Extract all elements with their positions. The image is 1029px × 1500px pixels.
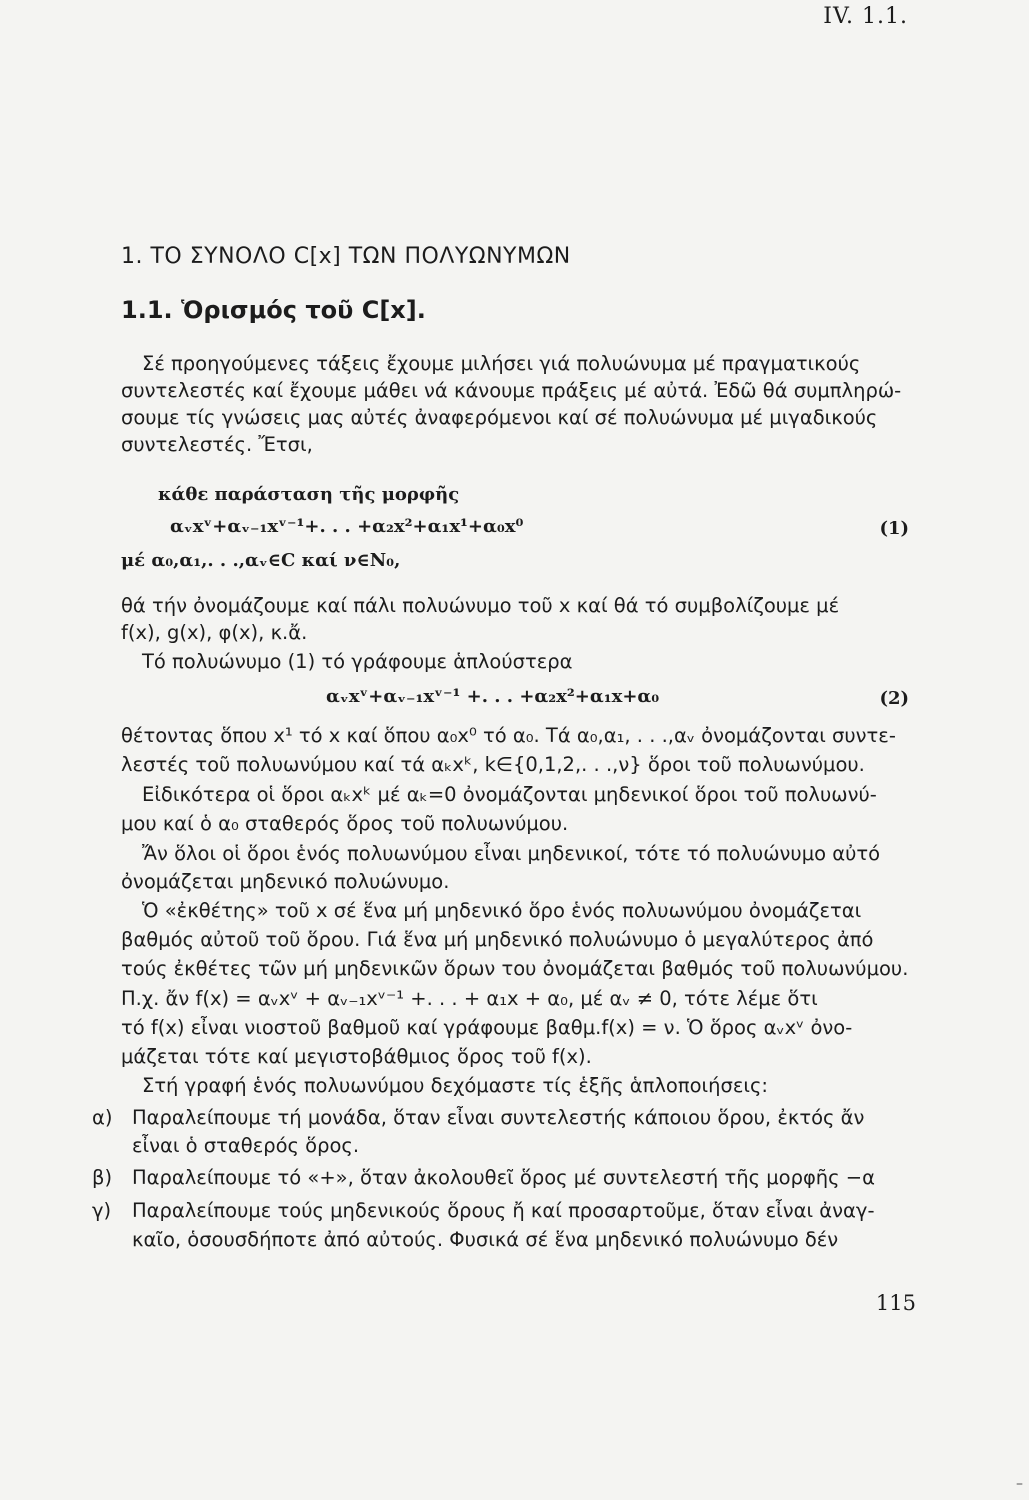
para4-line-6: ὀνομάζεται μηδενικό πολυώνυμο. bbox=[121, 870, 450, 893]
item-c-line-1: Παραλείπουμε τούς μηδενικούς ὅρους ἤ καί προσαρτοῦμε, ὅταν εἶναι ἀναγ- bbox=[132, 1199, 875, 1222]
item-c-line-2: καῖο, ὁσουσδήποτε ἀπό αὐτούς. Φυσικά σέ ἕνα μηδενικό πολυώνυμο δέν bbox=[132, 1228, 839, 1251]
corner-mark: – bbox=[1016, 1476, 1023, 1492]
para1-line-1: Σέ προηγούμενες τάξεις ἔχουμε μιλήσει γιά πολυώνυμα μέ πραγματικούς bbox=[142, 352, 861, 375]
equation-1-condition: μέ α₀,α₁,. . .,αᵥ∈C καί ν∈N₀, bbox=[121, 550, 401, 571]
para1-line-4: συντελεστές. Ἔτσι, bbox=[121, 433, 313, 456]
para1-line-2: συντελεστές καί ἔχουμε μάθει νά κάνουμε πράξεις μέ αὐτά. Ἐδῶ θά συμπληρώ- bbox=[121, 379, 902, 402]
para3: Τό πολυώνυμο (1) τό γράφουμε ἁπλούστερα bbox=[142, 650, 573, 673]
item-b-label: β) bbox=[92, 1166, 113, 1189]
para4-line-13: Στή γραφή ἑνός πολυωνύμου δεχόμαστε τίς ἑξῆς ἁπλοποιήσεις: bbox=[142, 1074, 768, 1097]
para4-line-1: θέτοντας ὅπου x¹ τό x καί ὅπου α₀x⁰ τό α₀. Τά α₀,α₁, . . .,αᵥ ὀνομάζονται συντε- bbox=[121, 724, 896, 747]
equation-2: αᵥxᵛ+αᵥ₋₁xᵛ⁻¹ +. . . +α₂x²+α₁x+α₀ bbox=[326, 686, 660, 707]
para4-line-7: Ὁ «ἐκθέτης» τοῦ x σέ ἕνα μή μηδενικό ὅρο ἑνός πολυωνύμου ὀνομάζεται bbox=[142, 899, 862, 922]
para2-line-1: θά τήν ὀνομάζουμε καί πάλι πολυώνυμο τοῦ x καί θά τό συμβολίζουμε μέ bbox=[121, 594, 840, 617]
para4-line-10: Π.χ. ἄν f(x) = αᵥxᵛ + αᵥ₋₁xᵛ⁻¹ +. . . + α₁x + α₀, μέ αᵥ ≠ 0, τότε λέμε ὅτι bbox=[121, 987, 818, 1010]
item-a-label: α) bbox=[92, 1106, 113, 1129]
para4-line-3: Εἰδικότερα οἱ ὅροι αₖxᵏ μέ αₖ=0 ὀνομάζονται μηδενικοί ὅροι τοῦ πολυωνύ- bbox=[142, 783, 877, 806]
item-a-line-2: εἶναι ὁ σταθερός ὅρος. bbox=[132, 1134, 360, 1157]
para4-line-12: μάζεται τότε καί μεγιστοβάθμιος ὅρος τοῦ f(x). bbox=[121, 1045, 592, 1068]
para4-line-5: Ἄν ὅλοι οἱ ὅροι ἑνός πολυωνύμου εἶναι μηδενικοί, τότε τό πολυώνυμο αὐτό bbox=[142, 842, 881, 865]
subsection-title: 1.1. Ὁρισμός τοῦ C[x]. bbox=[121, 296, 426, 324]
section-title: 1. ΤΟ ΣΥΝΟΛΟ C[x] ΤΩΝ ΠΟΛΥΩΝΥΜΩΝ bbox=[121, 244, 571, 269]
page-number: 115 bbox=[875, 1291, 916, 1315]
para1-line-3: σουμε τίς γνώσεις μας αὐτές ἀναφερόμενοι καί σέ πολυώνυμα μέ μιγαδικούς bbox=[121, 406, 878, 429]
running-head: IV. 1.1. bbox=[823, 4, 908, 29]
para2-line-2: f(x), g(x), φ(x), κ.ἄ. bbox=[121, 621, 308, 644]
para4-line-2: λεστές τοῦ πολυωνύμου καί τά αₖxᵏ, k∈{0,1,2,. . .,ν} ὅροι τοῦ πολυωνύμου. bbox=[121, 753, 865, 776]
item-a-line-1: Παραλείπουμε τή μονάδα, ὅταν εἶναι συντελεστής κάποιου ὅρου, ἐκτός ἄν bbox=[132, 1106, 865, 1129]
equation-1-number: (1) bbox=[879, 518, 909, 539]
para4-line-4: μου καί ὁ α₀ σταθερός ὅρος τοῦ πολυωνύμου. bbox=[121, 812, 569, 835]
para4-line-9: τούς ἐκθέτες τῶν μή μηδενικῶν ὅρων του ὀνομάζεται βαθμός τοῦ πολυωνύμου. bbox=[121, 957, 909, 980]
para4-line-11: τό f(x) εἶναι νιοστοῦ βαθμοῦ καί γράφουμε βαθμ.f(x) = ν. Ὁ ὅρος αᵥxᵛ ὀνο- bbox=[121, 1016, 853, 1039]
definition-intro: κάθε παράσταση τῆς μορφῆς bbox=[158, 484, 460, 505]
equation-2-number: (2) bbox=[879, 688, 909, 709]
item-c-label: γ) bbox=[92, 1199, 112, 1222]
item-b-line-1: Παραλείπουμε τό «+», ὅταν ἀκολουθεῖ ὅρος μέ συντελεστή τῆς μορφῆς −α bbox=[132, 1166, 875, 1189]
equation-1: αᵥxᵛ+αᵥ₋₁xᵛ⁻¹+. . . +α₂x²+α₁x¹+α₀x⁰ bbox=[170, 516, 524, 537]
para4-line-8: βαθμός αὐτοῦ τοῦ ὅρου. Γιά ἕνα μή μηδενικό πολυώνυμο ὁ μεγαλύτερος ἀπό bbox=[121, 928, 874, 951]
